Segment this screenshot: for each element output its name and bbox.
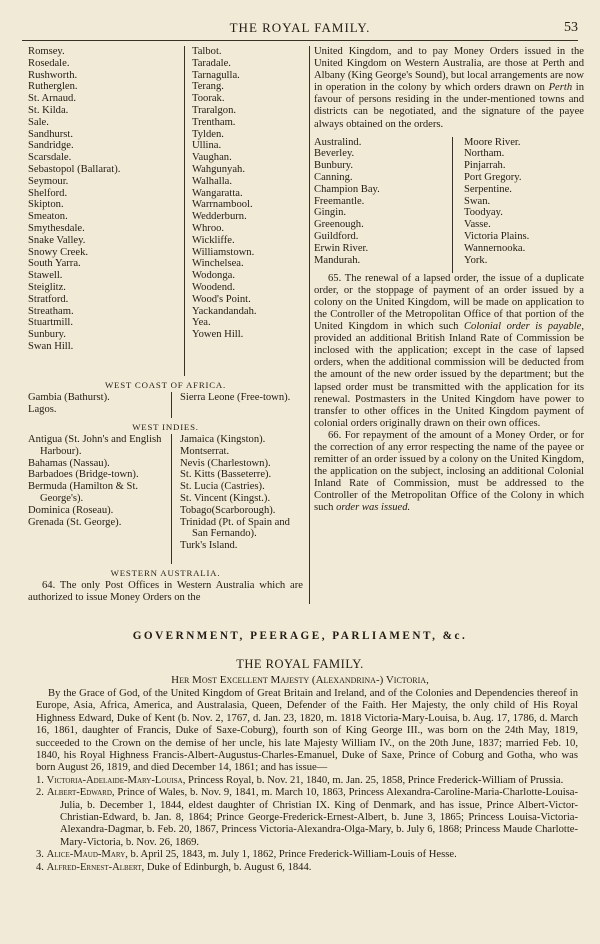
wa-towns-divider	[452, 137, 453, 273]
town-item: Trentham.	[192, 116, 236, 128]
queen-title: Her Most Excellent Majesty (Alexandrina-) Victoria,	[171, 674, 429, 686]
wa-towns-left	[314, 137, 444, 267]
wa-town-item: Mandurah.	[314, 254, 361, 266]
place-item: Grenada (St. George).	[28, 516, 122, 528]
west-africa-right	[180, 392, 304, 404]
wa-town-item: Freemantle.	[314, 195, 365, 207]
place-item: Nevis (Charlestown).	[180, 457, 271, 469]
child-entry	[36, 849, 578, 861]
victoria-town-list	[28, 46, 303, 376]
town-item: Streatham.	[28, 305, 74, 317]
wa-town-item: Wannernooka.	[464, 242, 526, 254]
town-item: Snake Valley.	[28, 234, 86, 246]
town-item: Steiglitz.	[28, 281, 66, 293]
wa-town-item: Bunbury.	[314, 160, 354, 172]
town-item: Sunbury.	[28, 329, 66, 341]
place-item: Turk's Island.	[180, 540, 238, 552]
wa-town-item: Victoria Plains.	[464, 231, 530, 243]
town-item: Stuartmill.	[28, 317, 74, 329]
town-item: Rushworth.	[28, 69, 78, 81]
children-list	[36, 775, 578, 874]
town-item: Talbot.	[192, 46, 222, 57]
town-item: Tylden.	[192, 128, 224, 140]
paragraph-64-continued	[314, 46, 584, 131]
town-item: Yowen Hill.	[192, 329, 244, 341]
town-item: Stratford.	[28, 293, 69, 305]
town-item: Traralgon.	[192, 104, 237, 116]
child-entry	[36, 775, 578, 787]
town-list-col2	[192, 46, 302, 341]
wa-town-item: Canning.	[314, 172, 353, 184]
wa-town-list	[314, 137, 584, 273]
section-heading: GOVERNMENT, PEERAGE, PARLIAMENT, &c.	[132, 630, 468, 642]
west-indies-divider	[171, 434, 172, 564]
wa-town-item: Serpentine.	[464, 183, 512, 195]
town-item: Wickliffe.	[192, 234, 235, 246]
wa-town-item: Pinjarrah.	[464, 160, 506, 172]
wa-town-item: Greenough.	[314, 219, 364, 231]
town-item: Tarnagulla.	[192, 69, 240, 81]
town-item: St. Kilda.	[28, 104, 69, 116]
wa-town-item: Gingin.	[314, 207, 347, 219]
town-item: Rutherglen.	[28, 81, 78, 93]
town-item: Wangaratta.	[192, 187, 243, 199]
paragraph-64: 64. The only Post Offices in Western Australia which are authorized to issue Money Orders on the	[28, 580, 303, 604]
town-item: Smeaton.	[28, 211, 68, 223]
upper-section	[28, 46, 584, 606]
west-africa-list	[28, 392, 303, 418]
town-item: St. Arnaud.	[28, 93, 76, 105]
paragraph-65	[314, 273, 584, 430]
town-item: Swan Hill.	[28, 340, 74, 352]
wa-town-item: York.	[464, 254, 488, 266]
town-item: Sebastopol (Ballarat).	[28, 163, 121, 175]
child-number: 3.	[36, 849, 47, 861]
place-item: Jamaica (Kingston).	[180, 434, 266, 445]
child-name: Alice-Maud-Mary	[46, 849, 126, 861]
wa-town-item: Beverley.	[314, 148, 355, 160]
west-indies-heading: WEST INDIES.	[132, 422, 199, 432]
page-number: 53	[564, 20, 578, 35]
west-indies-right	[180, 434, 304, 552]
town-list-col1	[28, 46, 178, 353]
west-africa-divider	[171, 392, 172, 418]
town-item: Taradale.	[192, 57, 231, 69]
wa-town-item: Port Gregory.	[464, 172, 522, 184]
royal-family-text	[36, 688, 578, 874]
place-item: Bermuda (Hamilton & St. George's).	[28, 481, 139, 504]
place-item: Bahamas (Nassau).	[28, 457, 110, 469]
para64-emphasis: Perth	[548, 82, 573, 94]
queen-intro-paragraph: By the Grace of God, of the United Kingdom of Great Britain and Ireland, and of the Colonies and Dependencies thereof in Europe, Asia, Africa, America, and Australasia, Queen, Defender of the Faith. Her Majesty, the only child of His Royal Highness Edward, Duke of Kent (b. Nov. 2, 1767, d. Jan. 23, 1820, m. 1818 Victoria-Mary-Louisa, b. Aug. 17, 1786, d. March 16, 1861, daughter of Francis, Duke of Saxe-Coburg), fourth son of King George III., was born on the 24th May, 1819, succeeded to the Crown on the demise of her uncle, his late Majesty William IV., on the 20th June, 1837; married Feb. 10, 1840, his Royal Highness Francis-Albert-Augustus-Charles-Emanuel, Duke of Saxe, Prince of Coburg and Gotha, who was born August 26, 1819, and died December 14, 1861; and has issue—	[36, 688, 578, 774]
town-item: Yea.	[192, 317, 211, 329]
wa-town-item: Moore River.	[464, 136, 521, 148]
town-item: Seymour.	[28, 175, 69, 187]
west-indies-left	[28, 434, 164, 528]
place-item: Lagos.	[28, 403, 57, 415]
town-item: Wodonga.	[192, 270, 235, 282]
town-item: Walhalla.	[192, 175, 233, 187]
child-details: , Prince of Wales, b. Nov. 9, 1841, m. March 10, 1863, Princess Alexandra-Caroline-Maria-Charlotte-Louisa-Julia, b. December 1, 1844, eldest daughter of Christian IX. King of Denmark, and has issue, Prince Albert-Victor-Christian-Edward, b. Jan. 8, 1864; Prince George-Frederick-Ernest-Albert, b. June 3, 1865; Princess Louisa-Victoria-Alexandra-Dagmar, b. Feb. 20, 1867, Princess Victoria-Alexandra-Olga-Mary, b. July 6, 1868; Princess Maude Charlotte-Mary-Victoria, b. Nov. 26, 1869.	[60, 787, 578, 848]
place-item: Montserrat.	[180, 445, 230, 457]
town-item: Smythesdale.	[28, 222, 85, 234]
place-item: St. Lucia (Castries).	[180, 481, 265, 493]
para65-text-b: , provided an additional British Inland Rate of Commission be inclosed with the application; except in the case of lapsed orders, when the additional commission will be deducted from the amount of the new order issued by the department; but the lapsed order must be transmitted with the application for its renewal. Postmasters in the United Kingdom have power to transfer to other offices in the United Kingdom payment of colonial orders originally drawn on their own offices.	[314, 321, 584, 429]
town-item: Sandhurst.	[28, 128, 74, 140]
child-number: 4.	[36, 861, 47, 873]
place-item: Sierra Leone (Free-town).	[180, 392, 291, 403]
royal-family-heading: THE ROYAL FAMILY.	[236, 657, 364, 671]
place-item: Trinidad (Pt. of Spain and San Fernando).	[180, 516, 290, 540]
child-name: Albert-Edward	[46, 787, 112, 799]
place-item: Antigua (St. John's and English Harbour).	[28, 434, 162, 457]
town-item: Wood's Point.	[192, 293, 251, 305]
town-item: Terang.	[192, 81, 224, 93]
place-item: St. Kitts (Basseterre).	[180, 469, 272, 481]
paragraph-66	[314, 430, 584, 515]
place-item: Tobago(Scarborough).	[180, 504, 276, 516]
place-item: St. Vincent (Kingst.).	[180, 492, 271, 504]
west-africa-left	[28, 392, 164, 416]
town-item: Wahgunyah.	[192, 163, 245, 175]
para66-text-a: 66. For repayment of the amount of a Money Order, or for the correction of any error respecting the name of the payee or remitter of an order issued by a colony on the United Kingdom, the application on the subject, inclosing an additional Colonial Inland Rate of Commission, must be addressed to the Controller of the Metropolitan Office of the Colony in which such	[314, 429, 584, 514]
town-item: Skipton.	[28, 199, 64, 211]
para65-text-a: 65. The renewal of a lapsed order, the issue of a duplicate order, or the stoppage of payment of an order issued by a colony on the United Kingdom, will be made on application to the Controller of the Metropolitan Office of that portion of the United Kingdom in which such	[314, 272, 584, 333]
right-column	[314, 46, 584, 515]
town-item: South Yarra.	[28, 258, 81, 270]
child-name: Alfred-Ernest-Albert	[46, 861, 142, 873]
para64-text-b: in favour of persons residing in the under-mentioned towns and districts can be negotiated, and the signature of the payee always obtained on the orders.	[314, 82, 584, 130]
child-details: , b. April 25, 1843, m. July 1, 1862, Prince Frederick-William-Louis of Hesse.	[125, 849, 457, 861]
column-divider	[309, 46, 310, 604]
town-item: Snowy Creek.	[28, 246, 89, 258]
wa-town-item: Guildford.	[314, 231, 359, 243]
wa-town-item: Toodyay.	[464, 207, 503, 219]
wa-town-item: Swan.	[464, 195, 491, 207]
wa-town-item: Champion Bay.	[314, 183, 380, 195]
page-header	[22, 20, 578, 38]
town-item: Shelford.	[28, 187, 68, 199]
town-item: Woodend.	[192, 281, 235, 293]
town-item: Winchelsea.	[192, 258, 244, 270]
town-item: Toorak.	[192, 93, 225, 105]
child-number: 1.	[36, 774, 47, 786]
running-head: THE ROYAL FAMILY.	[229, 20, 371, 35]
child-number: 2.	[36, 787, 47, 799]
place-item: Gambia (Bathurst).	[28, 392, 110, 403]
place-item: Barbadoes (Bridge-town).	[28, 469, 139, 481]
town-item: Stawell.	[28, 270, 63, 282]
child-entry	[36, 787, 578, 849]
western-australia-heading: WESTERN AUSTRALIA.	[110, 568, 221, 578]
west-indies-list	[28, 434, 303, 564]
west-africa-heading: WEST COAST OF AFRICA.	[104, 380, 227, 390]
town-item: Whroo.	[192, 222, 225, 234]
town-item: Rosedale.	[28, 57, 70, 69]
wa-towns-right	[464, 137, 582, 267]
child-entry	[36, 862, 578, 874]
town-item: Yackandandah.	[192, 305, 257, 317]
town-item: Wedderburn.	[192, 211, 247, 223]
town-item: Sandridge.	[28, 140, 74, 152]
town-item: Vaughan.	[192, 152, 232, 164]
town-item: Warrnambool.	[192, 199, 253, 211]
town-item: Williamstown.	[192, 246, 255, 258]
para66-emphasis: order was issued.	[336, 502, 411, 514]
child-details: , Princess Royal, b. Nov. 21, 1840, m. Jan. 25, 1858, Prince Frederick-William of Prussia.	[182, 774, 564, 786]
child-details: , Duke of Edinburgh, b. August 6, 1844.	[141, 861, 312, 873]
town-item: Scarsdale.	[28, 152, 72, 164]
place-item: Dominica (Roseau).	[28, 504, 114, 516]
para64-text-a: United Kingdom, and to pay Money Orders issued in the United Kingdom on Western Australia, are those at Perth and Albany (King George's Sound), but local arrangements are now in operation in the colony by which orders drawn on	[314, 46, 584, 94]
wa-town-item: Vasse.	[464, 219, 491, 231]
header-rule	[22, 40, 578, 41]
town-list-divider	[184, 46, 185, 376]
wa-town-item: Australind.	[314, 136, 362, 148]
para65-emphasis: Colonial order is payable	[463, 321, 582, 333]
town-item: Ullina.	[192, 140, 222, 152]
town-item: Sale.	[28, 116, 49, 128]
town-item: Romsey.	[28, 46, 65, 57]
left-column	[28, 46, 303, 604]
child-name: Victoria-Adelaide-Mary-Louisa	[46, 774, 183, 786]
wa-town-item: Erwin River.	[314, 242, 369, 254]
wa-town-item: Northam.	[464, 148, 505, 160]
